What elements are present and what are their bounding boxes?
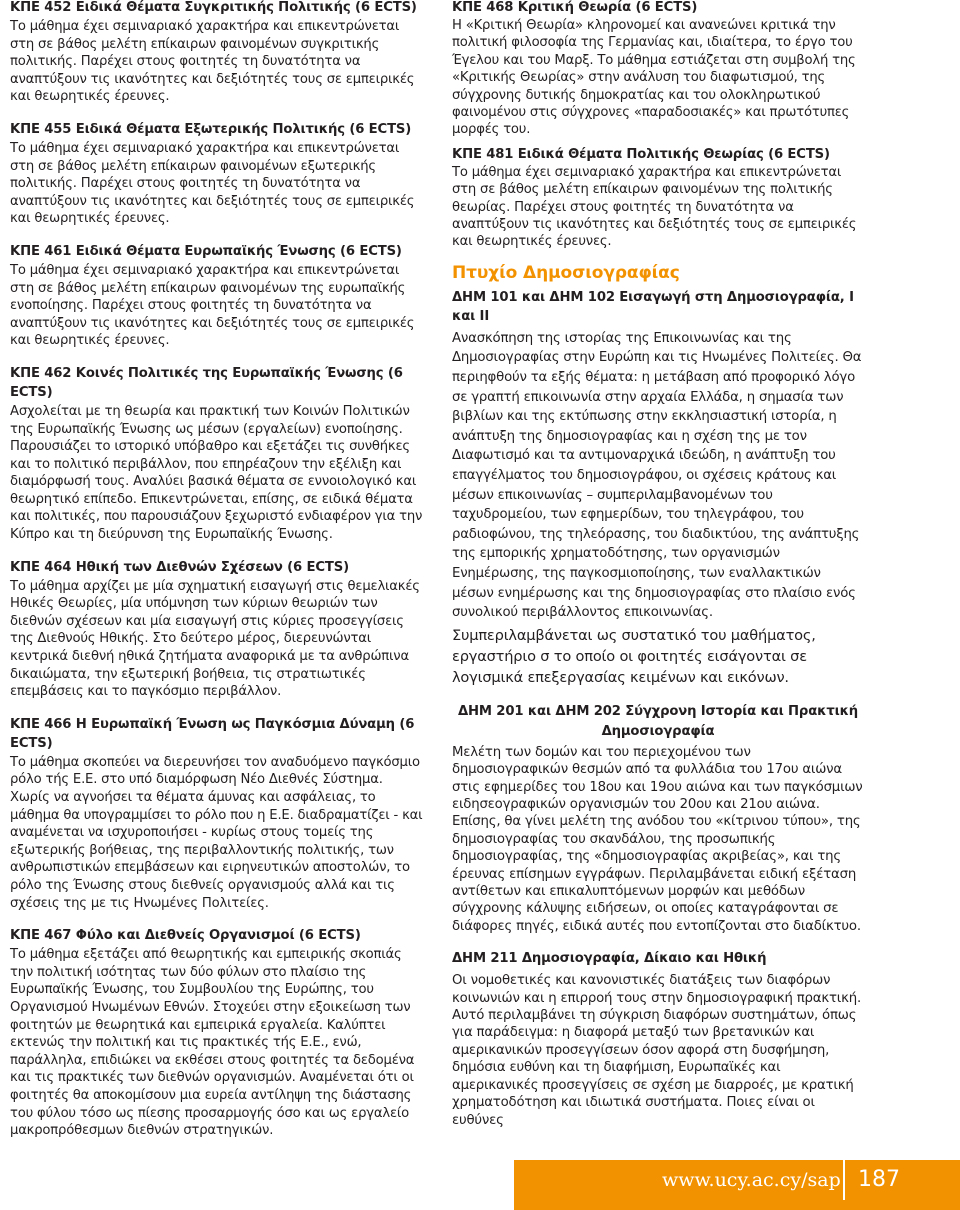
course-kpe-461 bbox=[10, 242, 426, 350]
course-kpe-466 bbox=[10, 715, 426, 912]
course-kpe-467 bbox=[10, 926, 426, 1140]
page-number: 187 bbox=[858, 1167, 900, 1192]
course-title: ΔΗΜ 201 και ΔΗΜ 202 Σύγχρονη Ιστορία και Πρακτική Δημοσιογραφία bbox=[457, 703, 859, 739]
course-title: ΚΠΕ 467 Φύλο και Διεθνείς Οργανισμοί (6 ECTS) bbox=[10, 928, 361, 944]
course-description: Το μάθημα εξετάζει από θεωρητικής και εμπειρικής σκοπιάς την πολιτική ισότητας των δύο φύλων στο πλαίσιο της Ευρωπαϊκής Ένωσης, του Συμβουλίου της Ευρώπης, του Οργανισμού Ηνωμένων Εθνών. Στοχεύει στην εξοικείωση των φοιτητών με θεωρητικά και εμπειρικά εργαλεία. Καλύπτει εκτενώς την πολιτική και τις πρακτικές τής Ε.Ε., ενώ, παράλληλα, επιδιώκει να εκθέσει στους φοιτητές τα δεδομένα και τις πρακτικές των διεθνών οργανισμών. Αναμένεται ότι οι φοιτητές θα αποκομίσουν μια ευρεία αντίληψη της διάστασης του φύλου τόσο ως πίεσης προσαρμογής όσο και ως εργαλείο μακροπρόθεσμων διεθνών στρατηγικών. bbox=[10, 947, 415, 1139]
course-description-continuation: Συμπεριλαμβάνεται ως συστατικό του μαθήματος, εργαστήριο σ το οποίο οι φοιτητές εισάγονται σε λογισμικά επεξεργασίας κειμένων και εικόνων. bbox=[452, 626, 816, 686]
course-description: Ανασκόπηση της ιστορίας της Επικοινωνίας και της Δημοσιογραφίας στην Ευρώπη και τις Ηνωμένες Πολιτείες. Θα περιηφθούν τα εξής θέματα: η μετάβαση από προφορικό λόγο σε γραπτή επικοινωνία στην αρχαία Ελλάδα, η σημασία των βιβλίων και της εκτύπωσης στην εκκλησιαστική ιστορία, η ανάπτυξη της δημοσιογραφίας και η σχέση της με τον Διαφωτισμό και τα αντιμοναρχικά ιδεώδη, η ανάπτυξη του επαγγέλματος του δημοσιογράφου, οι σχέσεις κράτους και μέσων επικοινωνίας – συμπεριλαμβανομένων του ταχυδρομείου, των εφημερίδων, του τηλεγράφου, του ραδιοφώνου, της τηλεόρασης, του διαδικτύου, της ανάπτυξης της εμπορικής χρηματοδότησης, των οργανισμών Ενημέρωσης, της παγκοσμιοποίησης, των εναλλακτικών μέσων ενημέρωσης και της δημοσιογραφίας στο πλαίσιο ενός συνολικού περιβάλλοντος επικοινωνίας. bbox=[452, 330, 862, 621]
right-column bbox=[452, 0, 864, 1129]
course-kpe-452 bbox=[10, 0, 426, 106]
footer-url-link[interactable]: www.ucy.ac.cy/sap bbox=[662, 1169, 841, 1191]
course-kpe-468 bbox=[452, 0, 864, 139]
course-dhm-201-202 bbox=[452, 702, 864, 935]
course-description: Το μάθημα έχει σεμιναριακό χαρακτήρα και επικεντρώνεται στη σε βάθος μελέτη επίκαιρων φαινομένων εξωτερικής πολιτικής. Παρέχει στους φοιτητές τη δυνατότητα να αναπτύξουν τις ικανότητες και δεξιότητές τους σε εμπειρικές και θεωρητικές έρευνες. bbox=[10, 140, 415, 227]
course-title: ΚΠΕ 452 Ειδικά Θέματα Συγκριτικής Πολιτικής (6 ECTS) bbox=[10, 0, 417, 15]
course-description: Το μάθημα έχει σεμιναριακό χαρακτήρα και επικεντρώνεται στη σε βάθος μελέτη επίκαιρων φαινομένων της ευρωπαϊκής ενοποίησης. Παρέχει στους φοιτητές τη δυνατότητα να αναπτύξουν τις ικανότητες και δεξιότητές τους σε εμπειρικές και θεωρητικές έρευνες. bbox=[10, 262, 415, 349]
course-description: Η «Κριτική Θεωρία» κληρονομεί και ανανεώνει κριτικά την πολιτική φιλοσοφία της Γερμανίας και, ιδιαίτερα, το έργο του Έγελου και του Μαρξ. Το μάθημα εστιάζεται στη συμβολή της «Κριτικής Θεωρίας» στην ανάλυση του διαφωτισμού, της σύγχρονης δυτικής δημοκρατίας και του ολοκληρωτικού φαινομένου στις σύγχρονες «παραδοσιακές» και πρωτότυπες μορφές του. bbox=[452, 18, 856, 138]
course-description: Το μάθημα έχει σεμιναριακό χαρακτήρα και επικεντρώνεται στη σε βάθος μελέτη επίκαιρων φαινομένων της πολιτικής θεωρίας. Παρέχει στους φοιτητές τη δυνατότητα να αναπτύξουν τις ικανότητες και δεξιότητές τους σε εμπειρικές και θεωρητικές έρευνες. bbox=[452, 164, 857, 250]
course-description: Οι νομοθετικές και κανονιστικές διατάξεις των διαφόρων κοινωνιών και η επιρροή τους στην δημοσιογραφική πρακτική. Αυτό περιλαμβάνει τη σύγκριση διαφόρων συστημάτων, όπως για παράδειγμα: η διαφορά μεταξύ των βρετανικών και αμερικανικών προσεγγίσεων όσον αφορά στη δυσφήμηση, δημόσια ευθύνη και τη διαφήμιση, Ευρωπαϊκές και αμερικανικές προσεγγίσεις σε σχέση με διαρροές, με κρατική χρηματοδότηση και ιδιωτικά συστήματα. Ποιες είναι οι ευθύνες bbox=[452, 973, 861, 1128]
course-description: Μελέτη των δομών και του περιεχομένου των δημοσιογραφικών θεσμών από τα φυλλάδια του 17ου αιώνα στις εφημερίδες του 18ου και 19ου αιώνα και των παγκόσμιων ειδησεογραφικών οργανισμών του 20ου και 21ου αιώνα. Επίσης, θα γίνει μελέτη της ανόδου του «κίτρινου τύπου», της δημοσιογραφίας του σκανδάλου, της προσωπικής δημοσιογραφίας, της «δημοσιογραφίας ακριβείας», και της έρευνας επίσημων εγγράφων. Περιλαμβάνεται ειδική εξέταση αντίθετων και επικαλυπτόμενων μορφών και μεθόδων σύγχρονης κάλυψης ειδήσεων, οι οποίες καταγράφονται σε διάφορες πηγές, ειδικά αυτές που εντοπίζονται στο διαδίκτυο. bbox=[452, 744, 863, 934]
course-description: Το μάθημα έχει σεμιναριακό χαρακτήρα και επικεντρώνεται στη σε βάθος μελέτη επίκαιρων φαινομένων συγκριτικής πολιτικής. Παρέχει στους φοιτητές τη δυνατότητα να αναπτύξουν τις ικανότητες και δεξιότητές τους σε εμπειρικές και θεωρητικές έρευνες. bbox=[10, 19, 415, 105]
course-title: ΚΠΕ 461 Ειδικά Θέματα Ευρωπαϊκής Ένωσης (6 ECTS) bbox=[10, 243, 402, 259]
left-column bbox=[10, 0, 426, 1140]
footer-divider bbox=[843, 1160, 845, 1200]
course-title: ΔΗΜ 101 και ΔΗΜ 102 Εισαγωγή στη Δημοσιογραφία, Ι και ΙΙ bbox=[452, 289, 854, 324]
course-description: Ασχολείται με τη θεωρία και πρακτική των Κοινών Πολιτικών της Ευρωπαϊκής Ένωσης ως μέσων (εργαλείων) ενοποίησης. Παρουσιάζει το ιστορικό υπόβαθρο και εξετάζει τις συνθήκες και το πολιτικό περιβάλλον, που επηρέαζουν την εξέλιξη και διαμόρφωσή τους. Αναλύει βασικά θέματα σε εννοιολογικό και θεωρητικό επίπεδο. Επικεντρώνεται, επίσης, σε ειδικά θέματα και πολιτικές, που παρουσιάζουν ξεχωριστό ενδιαφέρον για την Κύπρο και τη διεύρυνση της Ευρωπαϊκής Ένωσης. bbox=[10, 403, 423, 543]
course-title: ΚΠΕ 462 Κοινές Πολιτικές της Ευρωπαϊκής Ένωσης (6 ECTS) bbox=[10, 365, 403, 400]
course-kpe-455 bbox=[10, 120, 426, 228]
course-description: Το μάθημα σκοπεύει να διερευνήσει τον αναδυόμενο παγκόσμιο ρόλο τής Ε.Ε. στο υπό διαμόρφωση Νέο Διεθνές Σύστημα. Χωρίς να αγνοήσει τα θέματα άμυνας και ασφάλειας, το μάθημα θα υπογραμμίσει το ρόλο που η Ε.Ε. διαδραματίζει - και αναμένεται να ισχυροποιήσει - κυρίως στους τομείς της εξωτερικής βοήθειας, της περιβαλλοντικής πολιτικής, των ανθρωπιστικών επεμβάσεων και ειρηνευτικών αποστολών, το ρόλο της Ένωσης στους διεθνείς οργανισμούς αλλά και τις σχέσεις της με τις Ηνωμένες Πολιτείες. bbox=[10, 754, 423, 911]
course-kpe-464 bbox=[10, 558, 426, 701]
course-kpe-481 bbox=[452, 145, 864, 251]
course-dhm-211 bbox=[452, 949, 864, 1129]
section-title-journalism-degree: Πτυχίο Δημοσιογραφίας bbox=[452, 262, 680, 283]
course-title: ΚΠΕ 468 Κριτική Θεωρία (6 ECTS) bbox=[452, 0, 698, 15]
course-title: ΚΠΕ 455 Ειδικά Θέματα Εξωτερικής Πολιτικής (6 ECTS) bbox=[10, 121, 412, 137]
course-description: Το μάθημα αρχίζει με μία σχηματική εισαγωγή στις θεμελιακές Ηθικές Θεωρίες, μία υπόμνηση των κύριων θεωριών των διεθνών σχέσεων και μία εισαγωγή στις κύριες προσεγγίσεις της Διεθνούς Ηθικής. Στο δεύτερο μέρος, διερευνώνται κεντρικά διεθνή ηθικά ζητήματα αναφορικά με τα ανθρώπινα δικαιώματα, την εξωτερική βοήθεια, τις στρατιωτικές επεμβάσεις και το παγκόσμιο περιβάλλον. bbox=[10, 578, 420, 700]
course-title: ΔΗΜ 211 Δημοσιογραφία, Δίκαιο και Ηθική bbox=[452, 951, 767, 967]
course-title: ΚΠΕ 481 Ειδικά Θέματα Πολιτικής Θεωρίας (6 ECTS) bbox=[452, 146, 830, 162]
course-title: ΚΠΕ 464 Ηθική των Διεθνών Σχέσεων (6 ECTS) bbox=[10, 559, 349, 575]
course-kpe-462 bbox=[10, 364, 426, 544]
course-dhm-101-102 bbox=[452, 288, 864, 688]
course-title: ΚΠΕ 466 Η Ευρωπαϊκή Ένωση ως Παγκόσμια Δύναμη (6 ECTS) bbox=[10, 716, 415, 751]
